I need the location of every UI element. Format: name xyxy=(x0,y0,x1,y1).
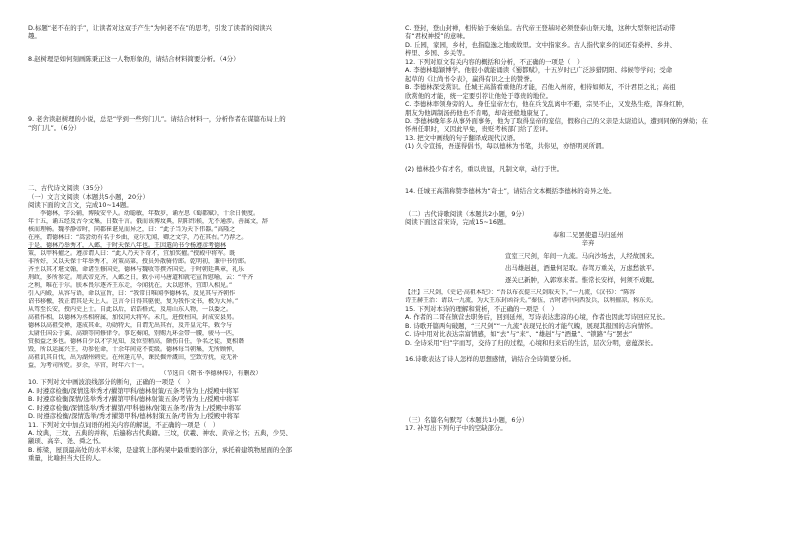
passage-line: 毁，所以运属兴王，功参佐命，十余年间竟不徙级。德林每当朝集，无所顾惮， xyxy=(28,346,239,354)
subsection-1-intro: 阅读下面的文言文，完成10~14题。 xyxy=(28,201,133,210)
passage-line: 核而理畅。魏孝静帝时，同郡崔谌见而异之，曰：“此子当为天下伟器。”高隆之 xyxy=(28,225,236,233)
passage-line: 李德林，字公辅，博陵安平人。幼聪敏，年数岁，诵左思《蜀都赋》，十余日便度。 xyxy=(40,209,260,217)
q12-option-b-line1: B. 李德林深受赏识。任城王高湝看重他的才能，召他入州府，相待如师友，不计君臣之礼；高祖 xyxy=(405,83,676,92)
passage-line: 赏损益之多也。德林自少以才学见知，及位望稍高，颇伤自任，争名之徒，更相谮 xyxy=(28,338,245,346)
q11-option-c-line2: 有“君权神授”的意味。 xyxy=(405,32,470,41)
q11-option-c-line1: C. 登封，登山封禅，相传始于秦始皇。古代帝王登基时必须登泰山祭天地，这种大型祭祀活动带 xyxy=(405,24,676,32)
passage-line: 太尉任国公于翼、高颎等同修律令。事讫奏闻，别赐九环金带一腰，骏马一匹， xyxy=(28,330,239,338)
subsection-1-title: （一）文言文阅读（本题共5小题，20分） xyxy=(28,192,149,201)
question-16: 16.诗歌表达了诗人怎样的思想感情，请结合全诗简要分析。 xyxy=(405,355,575,364)
passage-line: 年十五，诵五经及古今文集，日数千言。俄而该博坟典，阴阳纬候，无不通涉。善属文，辞 xyxy=(28,217,269,225)
q8-option-d-line2: 趣。 xyxy=(28,32,41,41)
question-8: 8.赵树理是如何刻画陈秉正这一人物形象的，请结合材料简要分析。（4分） xyxy=(28,54,240,63)
q12-option-d-line1: D. 李德林晚年多从事外面事务，他为了取得皇帝的宠信，假称自己的父亲是太尉追认，遭到同僚的弹劾；在 xyxy=(405,116,708,125)
q15-option-d: D. 全诗采用“归”字而写，交待了归的过程，心境和归来后的生活，层次分明，意蕴深长。 xyxy=(405,338,658,347)
question-14: 14. 任城王高湝称赞李德林为“奇士”，请结合文本概括李德林的奇异之处。 xyxy=(405,187,616,196)
question-11: 11. 下列对文中加点词语的相关内容的解说，不正确的一项是（ ） xyxy=(28,420,220,429)
q12-option-b-line2: 欣赏他的才能，统一定要引荐让他处于尊贵的地位。 xyxy=(405,91,552,100)
passage-line: 益，为考司所贬。岁余，卒官，时年六十一。 xyxy=(28,362,149,370)
q11-option-a-line2: 颛顼、高辛、尧、舜之书。 xyxy=(28,437,105,446)
q11-option-d-line1: D. 丘园，家园，乡村，也指隐逸之地或故里。文中指家乡。古人指代家乡的词还有桑梓、乡井、 xyxy=(405,40,676,49)
passage-line: 刑政，多所参定。周武帝克齐，入邺之日，敕小司马唐道和就宅宣旨慰喻，云：“平齐 xyxy=(28,273,254,281)
q11-option-b-line2: 重量，比喻担当大任的人。 xyxy=(28,454,105,463)
question-17: 17. 补写出下列句子中的空缺部分。 xyxy=(405,424,507,433)
passage-line: 在座，谓德林曰：“嵩尝幼有名于乡曲，竟尔无闻，卿之文学，乃在其右。”乃荐之。 xyxy=(28,233,248,241)
subsection-2-title: （二）古代诗歌阅读（本题共2小题，9分） xyxy=(405,209,529,218)
q11-option-d-line2: 梓里、乡国、乡关等。 xyxy=(405,49,469,58)
q10-option-c: C. 时遵彦检衡/深情选举/秀才擢第/甲科德林/射策五条考/皆为上/授殿中将军 xyxy=(28,403,242,412)
poem-line: 宣室三尺剑，年间一九流。马向沙场去，人经故国来。 xyxy=(505,251,659,260)
passage-line: 之利，唯在于尔。朕本畏尔逐齐王东走，今闻犹在，大以慰怀，宜即入相见。” xyxy=(28,281,233,289)
q12-option-a-line1: A. 李德林聪颖博学。他很小就能诵读《蜀都赋》，十五岁时已广泛涉猎阴阳、纬候等学问；受命 xyxy=(405,66,673,75)
passage-line: 从驾至长安，授内史上士。自此以后，诏诰格式，及用山东人物，一以委之。 xyxy=(28,306,233,313)
passage-line: 高祖作相，以德林为丞相府属，加仪同大将军。未几，进授柱国，封成安县男。 xyxy=(28,314,239,322)
q11-option-a-line1: A. 坟典，三坟、五典的并称，后遍称古代典籍。三坟，伏羲、神农、黄帝之书；五典，少昊、 xyxy=(28,429,292,437)
q13-item-1: (1) 久令宣扬，吾遂得倡书，每以德林为书笔，共你见，亦悟明灵所谓。 xyxy=(405,142,608,151)
passage-line: 诏书移檄，我正谓其是天上人。岂言今日得其驱使，复为我作文书，极为大异。” xyxy=(28,297,239,305)
q12-option-c-line1: C. 李德林率领身旁的人。身任皇帝左右，他在兵戈乱离中不避，宗吴不止，又发热生疮，浑身红肿， xyxy=(405,100,689,109)
passage-line: 引入内殿，从容与语，命以宣旨，曰：“我常日唯闻李德林名，及见其与齐朝作 xyxy=(28,289,236,297)
poem-line: 逐关已新肿，入郭寒来者。惟常长安样，何须不成眠。 xyxy=(505,276,659,285)
q12-option-a-line2: 起草的《让尚书令表》，赢得有识之士的赞誉。 xyxy=(405,74,537,83)
passage-source: （节选自《隋书·李德林传》，有删改） xyxy=(160,370,262,378)
question-9-line1: 9. 老舍读赵树理的小说，总是“学到一些窍门儿”。请结合材料一，分析作者在谋篇布局上的 xyxy=(28,115,286,124)
poem-author: 辛弃 xyxy=(581,239,595,248)
subsection-2-intro: 阅读下面这首宋诗，完成15~16题。 xyxy=(405,218,510,227)
poem-line: 出马雄赳赳，酒量何足取。春驾万重关，万虑愁欲平。 xyxy=(505,263,659,272)
q12-option-d-line2: 怀州任职时，又因此早免，贵贬考核部门给了差评。 xyxy=(405,125,552,134)
q15-option-a: A. 作者的二哥在镇营去职务后，回到延州，写诗表达悲凉的心境，作者也因此写诗回应兄长。 xyxy=(405,313,669,322)
passage-line: 非所好，又以天保十年举秀才，对策高第，授员外散骑侍郎。乾明初，兼中书侍郎。 xyxy=(28,257,251,265)
q11-option-b-line1: B. 栋梁，屋顶最高处的水平木梁，是建筑上部构架中最重要的部分，承托着建筑物屋面的全部 xyxy=(28,445,293,454)
poem-note-line2: 诗王赫王治：请以一九流，为大王东封函谷关。”秦伍，古时诸中向西发兵，以利擅凉，称东关。 xyxy=(405,296,658,304)
q10-option-d: D. 时遵彦检衡/深情选举/秀才擢第甲科/德林射策五条/考皆为上/授殿中将军 xyxy=(28,412,240,421)
passage-line: 高祖讥其自伐，出为湖州刺史。在州逢亢旱，课民掘井溉田，空致劳扰，竟无补 xyxy=(28,354,239,362)
q13-item-2: (2) 德林投少有才名，重以贵显，凡制文章，动行于世。 xyxy=(405,164,564,173)
passage-line: 齐主以其才堪文翰，命诸生修国史，德林与魏收等撰齐国史。于时朝廷典章，礼乐 xyxy=(28,265,245,273)
subsection-3-title: （三）名篇名句默写（本题共1小题，6分） xyxy=(405,415,529,424)
passage-line: 策，以甲科擢之。遵彦谓人曰：“此人乃天下奇才，宜加奖擢。”授殿中将军。既 xyxy=(28,249,236,257)
poem-title: 奉和二兄罢使遣马归延州 xyxy=(552,230,624,239)
q10-option-a: A. 时遵彦检衡/深情选举秀才/擢第甲科/德林射策/五条考皆为上/授殿中将军 xyxy=(28,386,239,395)
q10-option-b: B. 时遵彦检衡深情/选举秀才/擢第甲科/德林射策五条/考皆为上/授殿中将军 xyxy=(28,395,239,404)
section-2-title: 二、古代诗文阅读（35分） xyxy=(28,184,107,193)
question-15: 15. 下列对本诗的理解和赏析，不正确的一项是（ ） xyxy=(405,304,558,313)
q15-option-c: C. 诗中用对比表达宗富情感，如“去”与“来”、“雄赳”与“酒量”、“锁路”与“罢去” xyxy=(405,330,633,339)
q8-option-d-line1: D.标题“老不在的手”，让读者对这双手产生“为何老不在”的思考，引发了读者的阅读兴 xyxy=(28,24,272,32)
question-10: 10. 下列对文中画波浪线部分的断句，正确的一项是（ ） xyxy=(28,378,194,387)
left-column xyxy=(28,24,394,463)
passage-line-underlined: 于是，德林乃举秀才，入邺，于时天保八年也。王因遣尚书令杨遵彦考德林 xyxy=(28,241,227,249)
question-13: 13. 把文中画线的句子翻译成现代汉语。 xyxy=(405,133,520,142)
question-12: 12. 下列对原文有关内容的概括和分析，不正确的一项是（ ） xyxy=(405,57,584,66)
q15-option-b: B. 诗歌开篇两句破题，“三尺剑”“一九流”表现兄长的才能气魄，展现其报国的志向情怀。 xyxy=(405,321,657,330)
poem-note-line1: 【注】三尺剑，《史记·高祖本纪》：“吾以布衣提三尺剑取天下。”一九流，《汉书》：“陈容 xyxy=(405,288,636,296)
right-column xyxy=(405,24,771,433)
q12-option-c-line2: 朋友为他调制汤药他也不肯喝，却奇迹般地康复了。 xyxy=(405,108,552,117)
question-9-line2: “窍门儿”。（6分） xyxy=(28,123,81,132)
passage-line: 德林以高祖受禅，遂成其业，功勋特大，自谓无出其右，及开皇元年，敕令与 xyxy=(28,322,233,330)
